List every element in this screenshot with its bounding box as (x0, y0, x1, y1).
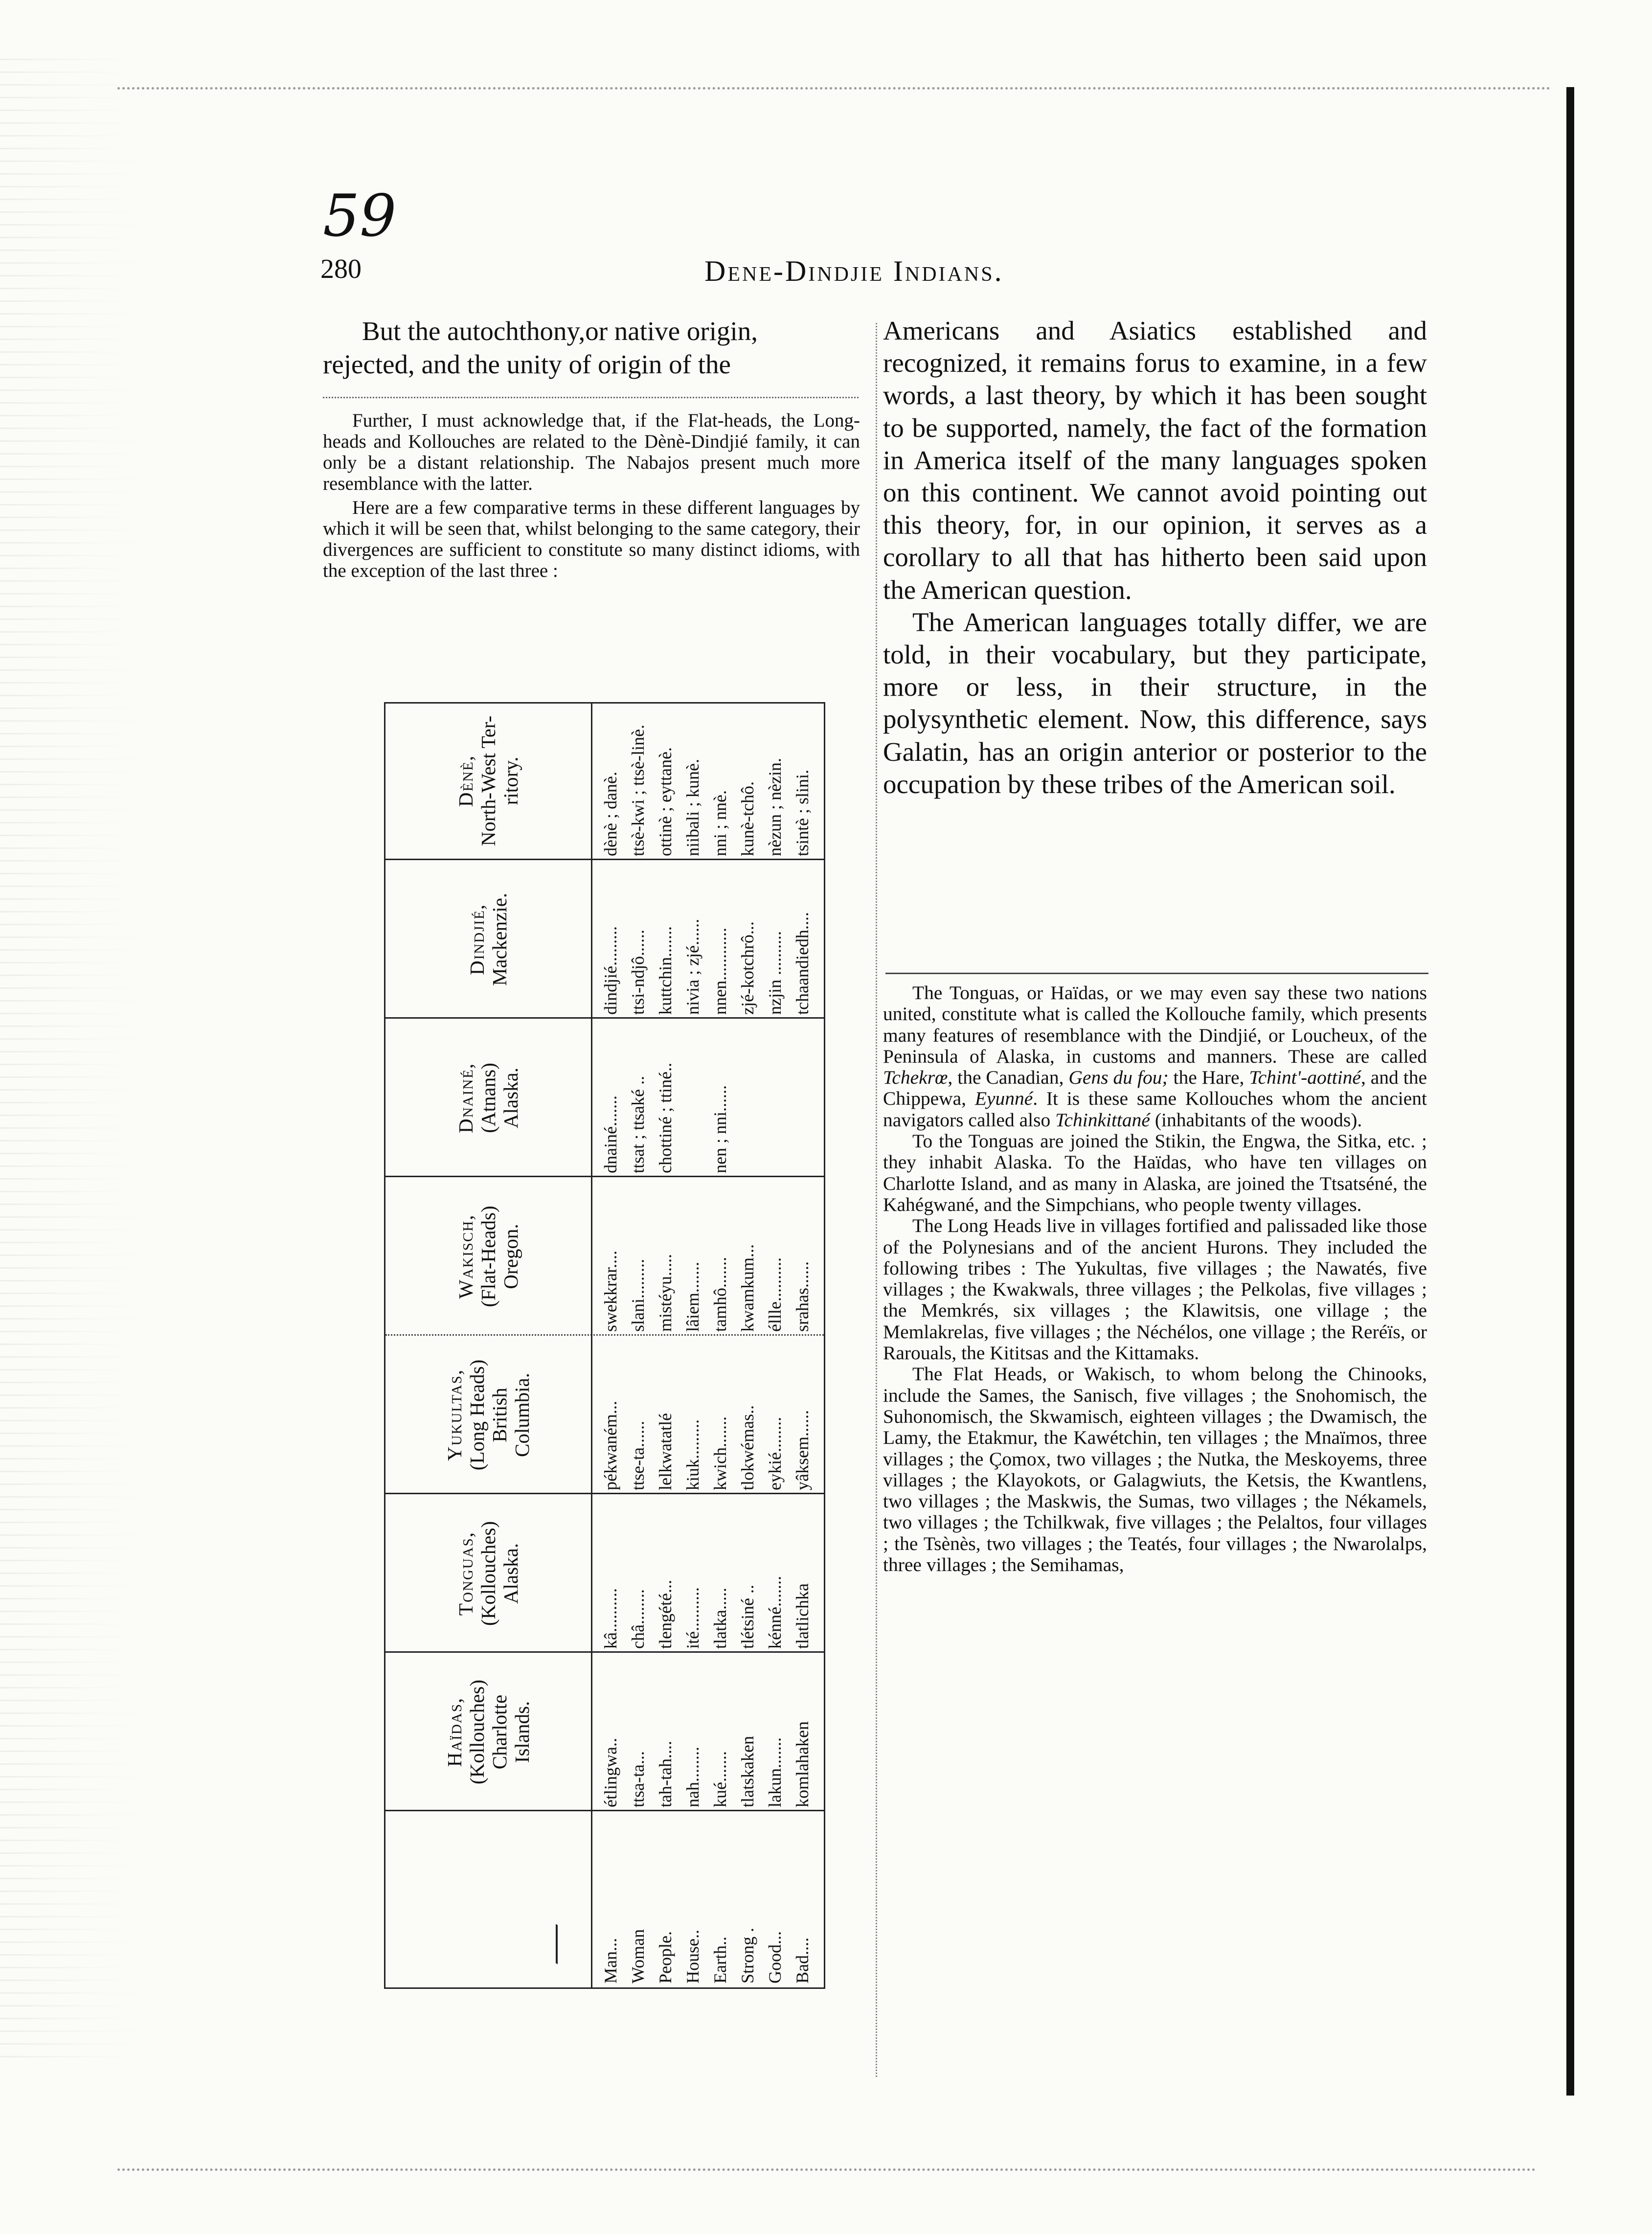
table-cell: eykié........ (765, 1417, 785, 1490)
table-header-sub: Islands. (511, 1701, 533, 1763)
table-cell: nzjin .......... (765, 931, 785, 1015)
page-number: 280 (320, 254, 362, 284)
table-header-name: Tonguas, (454, 1531, 477, 1616)
scan-page-edge-right (1566, 87, 1574, 2096)
table-column-header (385, 860, 591, 1019)
right-footnotes (883, 982, 1427, 1575)
table-header-sub: British (488, 1388, 511, 1442)
table-row-label: Bad.... (792, 1938, 812, 1983)
left-column-text (323, 315, 861, 381)
note-text: The Tonguas, or Haïdas, or we may even say these two nations united, constitute what is called the Kollouche family, which presents many features of resemblance with the Dindjié, or Loucheux, of the Peninsula of Alaska, in customs and manners. These are called (883, 982, 1427, 1067)
table-row-label: Good... (765, 1931, 785, 1983)
note-italic: Gens du fou; (1068, 1067, 1169, 1089)
table-cell: srahas...... (792, 1261, 812, 1332)
table-cell: tlatskaken (738, 1736, 757, 1807)
table-header-rule (591, 1811, 592, 1987)
intro-line-2: rejected, and the unity of origin of the (323, 349, 731, 379)
table-cell: chottiné ; ttiné.. (656, 1063, 675, 1173)
table-column (385, 860, 825, 1019)
table-cell: tsintè ; slini. (792, 769, 812, 856)
table-column-header (385, 1494, 591, 1653)
table-header-sub: (Long Heads) (466, 1359, 488, 1471)
table-cell: nivia ; zjé...... (683, 919, 702, 1015)
table-header-sub: (Kollouches) (477, 1521, 499, 1626)
table-column (385, 1336, 825, 1494)
footnote-rule-right (885, 973, 1428, 974)
table-cell: ité.......... (683, 1587, 702, 1649)
table-column-header (385, 1019, 591, 1177)
note-text: the Hare, (1168, 1067, 1249, 1089)
table-cell: nah........ (683, 1747, 702, 1807)
table-cell: ttse-ta...... (628, 1421, 648, 1490)
table-cell: niibali ; kunè. (683, 759, 702, 856)
table-column (385, 1653, 825, 1811)
table-header-sub: (Atnans) (477, 1063, 499, 1133)
table-cell: dnainé....... (601, 1095, 620, 1173)
table-header-name: Dènè, (454, 754, 477, 807)
table-row-label: Man... (601, 1938, 620, 1983)
table-cell: nnen............ (710, 928, 730, 1015)
note-text: , and the Chippewa, (883, 1067, 1427, 1110)
table-column-header (385, 1336, 591, 1494)
table-cell: tchaandiedh.... (792, 912, 812, 1015)
handwritten-page-number: 59 (323, 182, 397, 250)
table-cell: zjé-kotchrô... (738, 921, 757, 1015)
table-column-header (385, 702, 591, 860)
rotated-table (384, 702, 825, 1989)
table-header-rule (591, 1494, 592, 1653)
table-cell: dindjié......... (601, 926, 620, 1015)
footnote-paragraph: The Long Heads live in villages fortified and palissaded like those of the Polynesians and of the ancient Hurons. They included the following tribes : The Yukultas, five villages ; the Nawatés, five villages ; the Kwakwals, three villages ; the Pelkolas, five villages ; the Memkrés, six villages ; the Klawitsis, one village ; the Memlakrelas, five villages ; the Néchélos, one village ; the Reréïs, or Rarouals, the Kititsas and the Kittamaks. (883, 1215, 1427, 1364)
table-column (385, 1494, 825, 1653)
table-header-sub: Charlotte (488, 1694, 511, 1770)
table-cell (734, 1019, 761, 1177)
footnote-paragraph: Further, I must acknowledge that, if the Flat-heads, the Long-heads and Kollouches are related to the Dènè-Dindjié family, it can only be a distant relationship. The Nabajos present much more resemblance with the latter. (323, 410, 860, 494)
table-header-name: Yukultas, (443, 1368, 466, 1461)
table-header-rule (591, 1653, 592, 1811)
table-row-label: Woman (628, 1929, 648, 1983)
footnote-paragraph: The Flat Heads, or Wakisch, to whom belong the Chinooks, include the Sames, the Sanisch, five villages ; the Snohomisch, the Suhonomisch, the Skwamisch, eighteen villages ; the Dwamisch, the Lamy, the Etakmur, the Kawétchin, ten villages ; the Mnaïmos, three villages ; the Çomox, two villages ; the Nutka, the Meskoyems, three villages ; the Klayokots, or Galagwiuts, the Ketsis, the Kwantlens, two villages ; the Maskwis, the Sumas, two villages ; the Nékamels, two villages ; the Tchilkwak, five villages ; the Pelaltos, four villages ; the Tsènès, two villages ; the Teatés, four villages ; the Nwarolalps, three villages ; the Semihamas, (883, 1363, 1427, 1576)
note-italic: Tchinkittané (1055, 1109, 1150, 1131)
footnote-paragraph-kollouche (883, 982, 1427, 1131)
table-cell: kunè-tchô. (738, 781, 757, 856)
note-text: . It is these same Kollouches whom the ancient navigators called also (883, 1088, 1427, 1131)
table-cell: dènè ; danè. (601, 772, 620, 856)
table-cell: nni ; nnè. (710, 790, 730, 856)
footnote-paragraph: Here are a few comparative terms in these different languages by which it will be seen that, whilst belonging to the same category, their divergences are sufficient to constitute so many distinct idioms, with the exception of the last three : (323, 497, 860, 581)
table-header-rule (591, 1177, 592, 1336)
table-header-sub: Alaska. (499, 1543, 522, 1604)
table-cell: ttsa-ta... (628, 1751, 648, 1807)
table-cell: tlokwémas.. (738, 1405, 757, 1490)
table-cell: kénné....... (765, 1576, 785, 1649)
table-header-name: Dnainé, (454, 1062, 477, 1134)
table-header-name: Dindjié, (466, 903, 488, 976)
scan-page-edge-top (117, 87, 1551, 90)
table-column (385, 1177, 825, 1336)
table-cell (761, 1019, 789, 1177)
note-italic: Tchint'-aottiné (1249, 1067, 1361, 1089)
column-divider (876, 323, 877, 2077)
intro-line-1: But the autochthony,or native origin, (362, 316, 758, 346)
scan-binding-edge (0, 59, 147, 2065)
table-cell: ottinè ; eyttanè. (656, 747, 675, 856)
table-cell: kiuk......... (683, 1419, 702, 1490)
table-cell: nen ; nni...... (710, 1085, 730, 1173)
table-cell: pékwaném... (601, 1401, 620, 1490)
table-cell: ttsè-kwi ; ttsè-linè. (628, 725, 648, 856)
table-header-sub: Mackenzie. (488, 892, 511, 986)
table-cell: mistéyu..... (656, 1254, 675, 1332)
table-cell: nèzun ; nèzin. (765, 758, 785, 856)
table-cell: swekkrar.... (601, 1251, 620, 1332)
table-header-rule (591, 702, 592, 860)
table-cell: komlahaken (792, 1721, 812, 1807)
scan-page-edge-bottom (117, 2168, 1536, 2171)
table-column-header (385, 1653, 591, 1811)
table-header-rule (591, 1019, 592, 1177)
table-header-sub: ritory. (499, 756, 522, 805)
table-cell: kâ.......... (601, 1588, 620, 1649)
table-row-labels (385, 1811, 825, 1987)
table-cell: tah-tah.... (656, 1741, 675, 1807)
table-cell: lakun....... (765, 1737, 785, 1807)
note-italic: Eyunné (974, 1088, 1033, 1110)
table-row-label: People. (656, 1931, 675, 1983)
table-cell: yâksem...... (792, 1410, 812, 1490)
table-cell: ttsat ; ttsaké .. (628, 1076, 648, 1173)
table-header-sub: Columbia. (511, 1373, 533, 1457)
table-header-rule (591, 860, 592, 1019)
table-header-rule (591, 1336, 592, 1494)
table-header-sub: (Kollouches) (466, 1679, 488, 1785)
table-cell (679, 1019, 706, 1177)
table-cell: kwich....... (710, 1416, 730, 1490)
table-cell: tlétsiné .. (738, 1585, 757, 1649)
body-paragraph: Americans and Asiatics established and recognized, it remains forus to examine, in a few words, a last theory, by which it has been sought to be supported, namely, the fact of the formation in America itself of the many languages spoken on this continent. We cannot avoid pointing out this theory, for, in our opinion, it serves as a corollary to all that has hitherto been said upon the American question. (883, 316, 1427, 605)
table-column (385, 1019, 825, 1177)
table-cell: tlengété... (656, 1580, 675, 1649)
table-header-sub: North-West Ter- (477, 715, 499, 846)
table-cell: étlingwa.. (601, 1738, 620, 1807)
comparative-vocabulary-table (384, 702, 825, 1989)
table-header-sub: Alaska. (499, 1067, 522, 1129)
table-cell: ttsi-ndjô...... (628, 929, 648, 1015)
table-header-name: Haïdas, (443, 1697, 466, 1767)
left-footnotes (323, 410, 860, 584)
table-row-label: Earth.. (710, 1937, 730, 1983)
table-cell: tlatka..... (710, 1588, 730, 1649)
running-head: Dene-Dindjie Indians. (704, 255, 1004, 287)
table-cell: kuttchin....... (656, 926, 675, 1015)
table-cell: slani......... (628, 1259, 648, 1332)
table-header-sub: Oregon. (499, 1224, 522, 1289)
table-row-label: House.. (683, 1930, 702, 1983)
table-cell: châ........ (628, 1589, 648, 1649)
table-header-name: Wakisch, (454, 1214, 477, 1299)
table-cell: tamhô....... (710, 1257, 730, 1332)
table-cell: kué....... (710, 1751, 730, 1807)
table-column (385, 702, 825, 860)
table-column-header (385, 1177, 591, 1336)
footnote-paragraph: To the Tonguas are joined the Stikin, the Engwa, the Sitka, etc. ; they inhabit Alaska. To the Haïdas, who have ten villages on Charlotte Island, and as many in Alaska, are joined the Ttsatséné, the Kahégwané, and the Simpchians, who people twenty villages. (883, 1130, 1427, 1215)
right-column-text (883, 315, 1427, 800)
note-text: , the Canadian, (948, 1067, 1069, 1089)
footnote-rule-left (323, 397, 859, 398)
table-cell: éllle.......... (765, 1257, 785, 1332)
table-cell: lâiem....... (683, 1262, 702, 1332)
note-italic: Tchekrœ (883, 1067, 948, 1089)
table-row-label: Strong . (738, 1927, 757, 1983)
table-cell: tlatlichka (792, 1583, 812, 1649)
table-cell: kwamkum... (738, 1244, 757, 1332)
body-paragraph: The American languages totally differ, we are told, in their vocabulary, but they participate, more or less, in their structure, in the polysynthetic element. Now, this difference, says Galatin, has an origin anterior or posterior to the occupation by these tribes of the American soil. (883, 607, 1427, 799)
table-cell: lelkwatatlé (656, 1413, 675, 1490)
table-cell (789, 1019, 816, 1177)
table-header-sub: (Flat-Heads) (477, 1206, 499, 1307)
note-text: (inhabitants of the woods). (1150, 1109, 1362, 1131)
